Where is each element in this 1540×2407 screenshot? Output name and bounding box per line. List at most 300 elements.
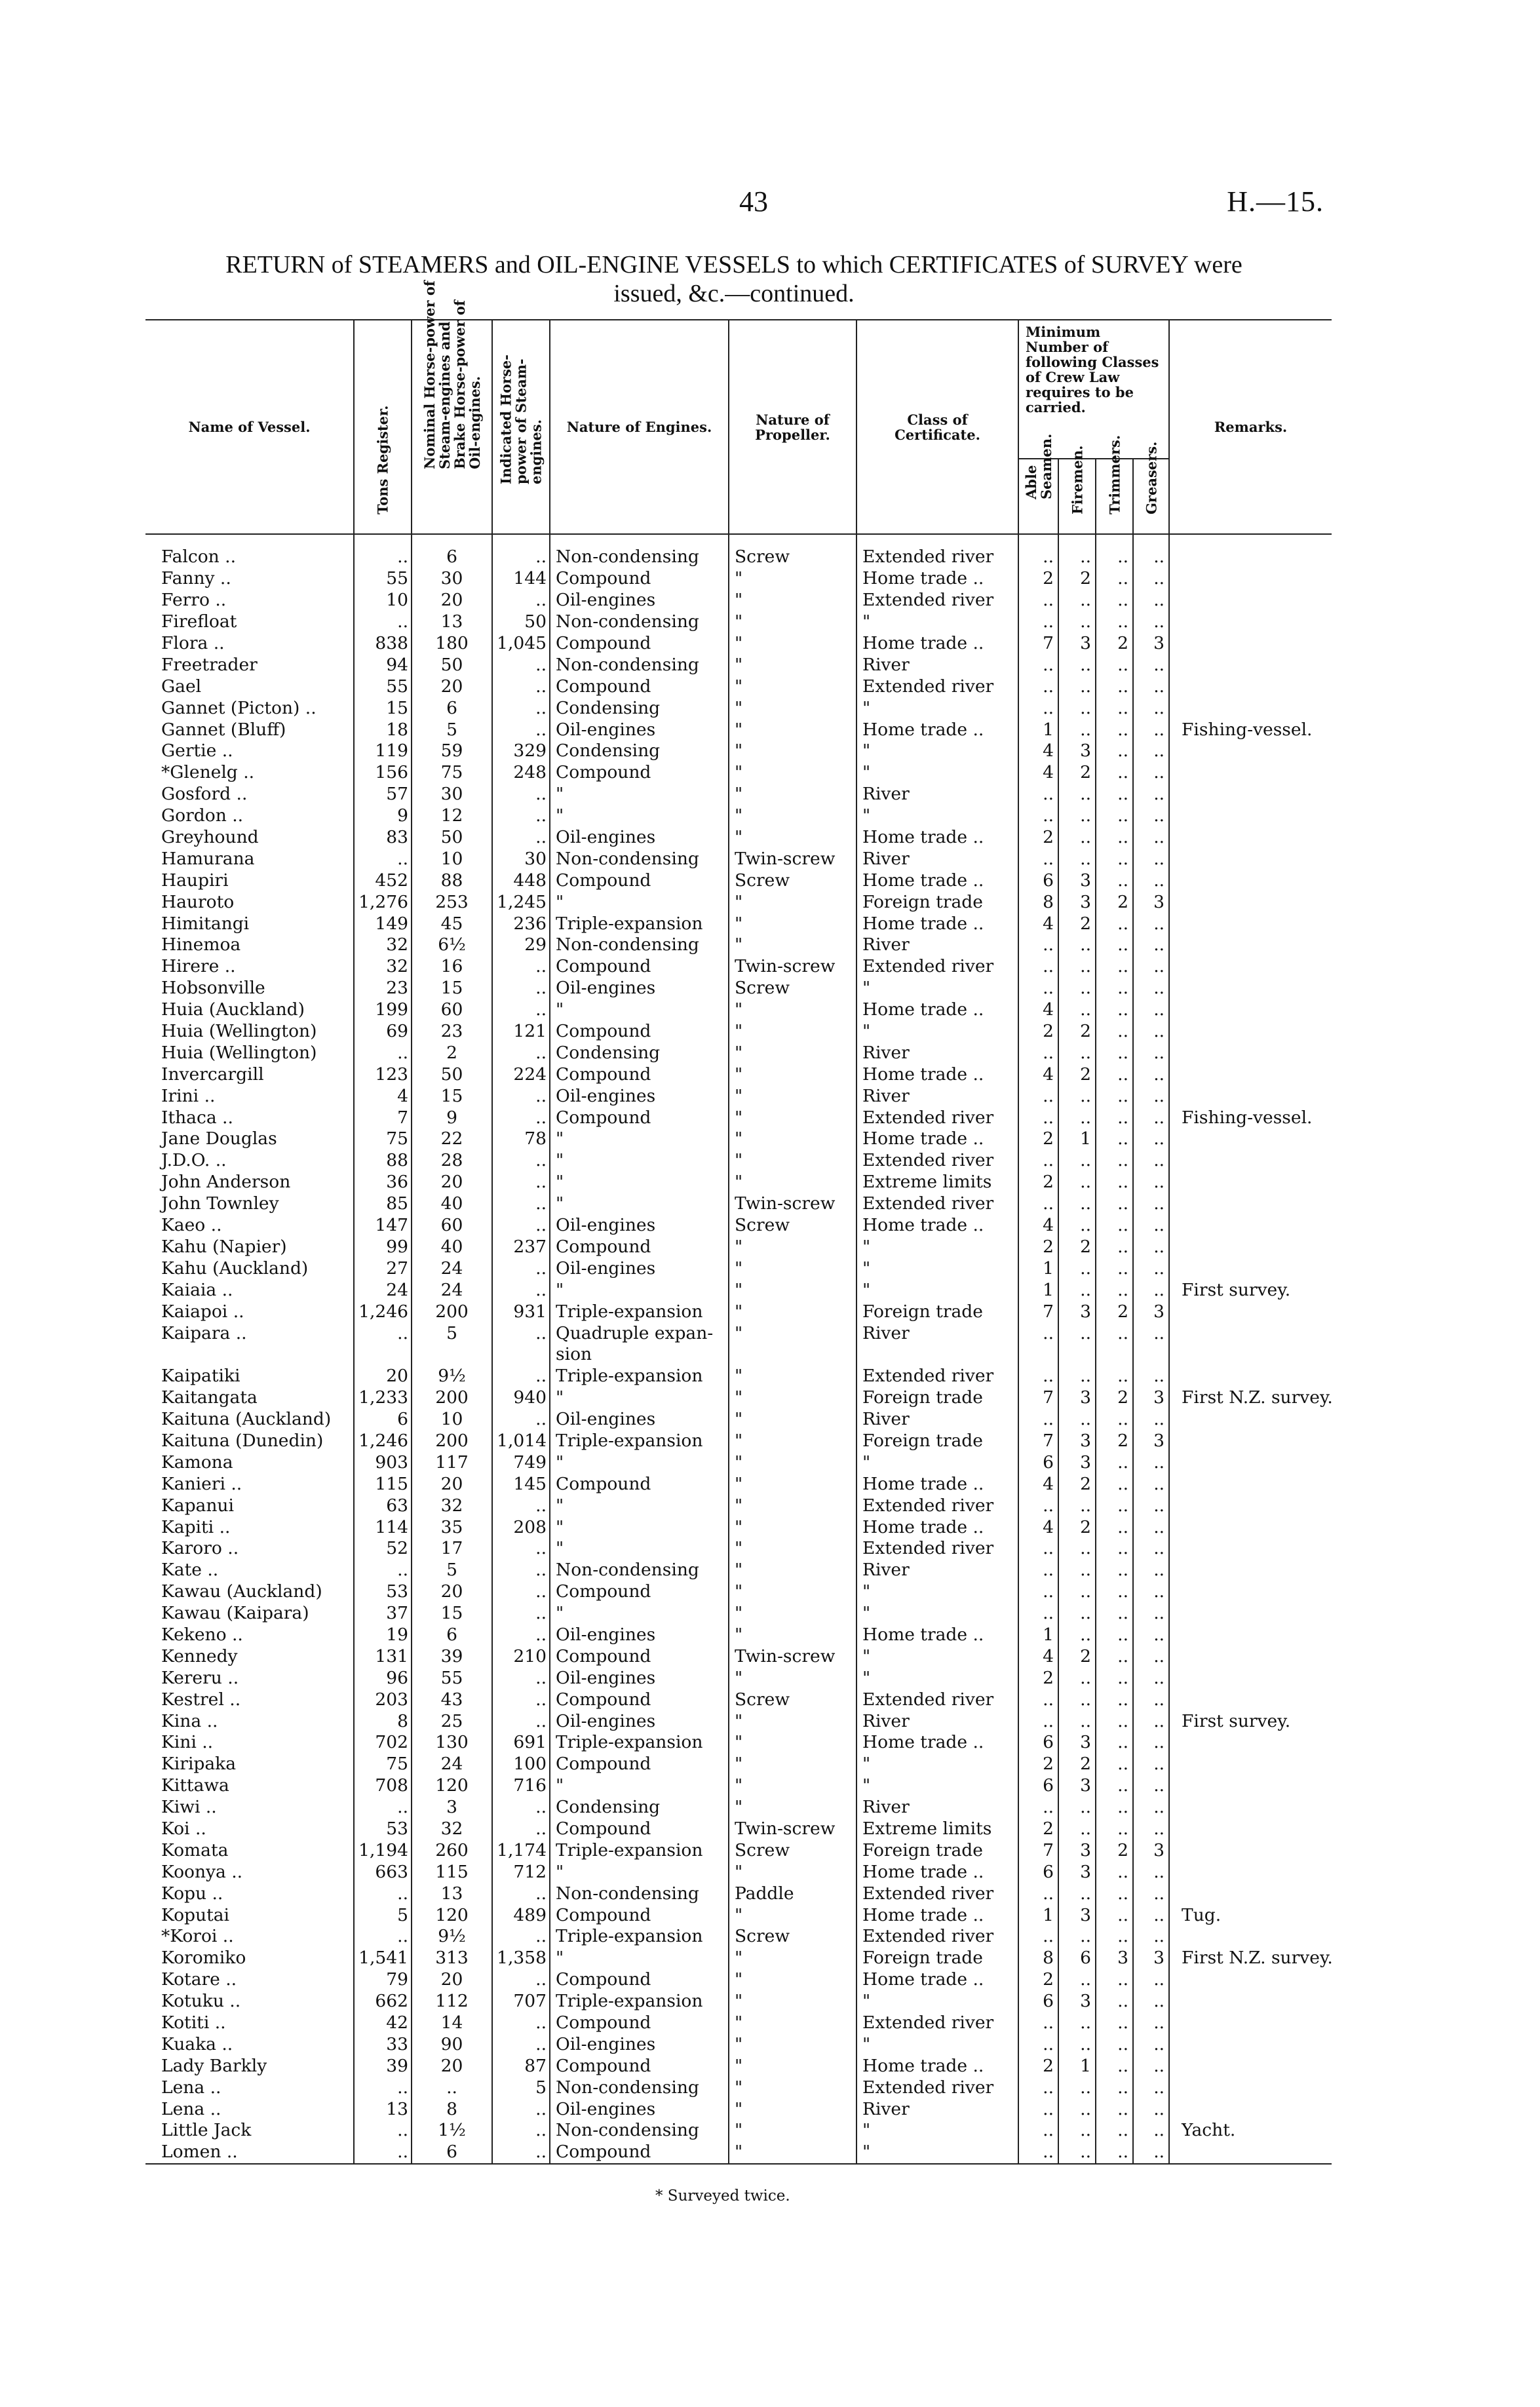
tons-register-cell: 39: [354, 2055, 412, 2077]
engine-type-cell: Triple-expansion: [550, 1301, 729, 1322]
firemen-cell: ..: [1058, 934, 1096, 956]
vessel-name-cell: Gael: [161, 676, 202, 697]
able-seamen-cell: ..: [1018, 1560, 1058, 1581]
able-seamen-cell: 2: [1018, 1819, 1058, 1840]
firemen-cell: 3: [1058, 1732, 1096, 1754]
tons-register-cell: 1,246: [354, 1301, 412, 1322]
nominal-hp-cell: [412, 1344, 492, 1366]
trimmers-cell: ..: [1096, 913, 1133, 934]
indicated-hp-cell: ..: [492, 1560, 550, 1581]
table-row: [145, 1538, 1332, 1560]
table-row: [145, 1754, 1332, 1775]
indicated-hp-cell: ..: [492, 1926, 550, 1948]
table-row: [145, 1128, 1332, 1150]
trimmers-cell: ..: [1096, 827, 1133, 849]
trimmers-cell: ..: [1096, 2033, 1133, 2055]
certificate-class-cell: Extreme limits: [857, 1819, 1018, 1840]
vessel-name-cell: Kaiapoi ..: [161, 1301, 244, 1322]
vessel-name-cell: Koi ..: [161, 1818, 206, 1839]
indicated-hp-cell: ..: [492, 1667, 550, 1689]
engine-type-cell: Oil-engines: [550, 1085, 729, 1107]
vessel-name-cell: Kopu ..: [161, 1883, 223, 1904]
remarks-cell: [1169, 891, 1332, 913]
nominal-hp-cell: 20: [412, 1473, 492, 1495]
engine-type-cell: Oil-engines: [550, 1409, 729, 1431]
engine-type-cell: Compound: [550, 762, 729, 784]
nominal-hp-cell: 50: [412, 654, 492, 676]
engine-type-cell: Triple-expansion: [550, 1366, 729, 1387]
nominal-hp-cell: 60: [412, 1215, 492, 1237]
propeller-type-cell: ": [729, 1387, 857, 1409]
remarks-cell: [1169, 1603, 1332, 1625]
trimmers-cell: ..: [1096, 2142, 1133, 2164]
trimmers-cell: ..: [1096, 1322, 1133, 1344]
tons-register-cell: 1,194: [354, 1839, 412, 1861]
greasers-cell: ..: [1133, 568, 1169, 590]
vessel-name-cell: [145, 1344, 354, 1366]
indicated-hp-cell: ..: [492, 654, 550, 676]
firemen-cell: ..: [1058, 1150, 1096, 1172]
vessel-name-cell: Kaituna (Auckland): [161, 1409, 332, 1430]
propeller-type-cell: Screw: [729, 1215, 857, 1237]
nominal-hp-cell: 23: [412, 1021, 492, 1043]
firemen-cell: 2: [1058, 1064, 1096, 1085]
engine-type-cell: Compound: [550, 1904, 729, 1926]
trimmers-cell: ..: [1096, 1516, 1133, 1538]
trimmers-cell: ..: [1096, 1581, 1133, 1603]
propeller-type-cell: ": [729, 676, 857, 697]
indicated-hp-cell: ..: [492, 1258, 550, 1279]
firemen-cell: 3: [1058, 1839, 1096, 1861]
firemen-cell: ..: [1058, 2142, 1096, 2164]
propeller-type-cell: ": [729, 590, 857, 611]
engine-type-cell: Oil-engines: [550, 1710, 729, 1732]
remarks-cell: [1169, 568, 1332, 590]
nominal-hp-cell: 120: [412, 1775, 492, 1797]
vessel-name-cell: Hinemoa: [161, 934, 241, 955]
table-row: [145, 1344, 1332, 1366]
propeller-type-cell: ": [729, 1085, 857, 1107]
tons-register-cell: 702: [354, 1732, 412, 1754]
remarks-cell: [1169, 1215, 1332, 1237]
able-seamen-cell: ..: [1018, 2142, 1058, 2164]
table-row: [145, 1431, 1332, 1452]
remarks-cell: [1169, 1625, 1332, 1646]
tons-register-cell: 452: [354, 870, 412, 891]
greasers-cell: ..: [1133, 590, 1169, 611]
indicated-hp-cell: ..: [492, 2033, 550, 2055]
firemen-cell: 2: [1058, 1473, 1096, 1495]
indicated-hp-cell: 1,174: [492, 1839, 550, 1861]
engine-type-cell: Compound: [550, 1237, 729, 1258]
trimmers-cell: ..: [1096, 611, 1133, 633]
nominal-hp-cell: 20: [412, 1172, 492, 1193]
firemen-cell: 3: [1058, 633, 1096, 655]
remarks-cell: [1169, 1431, 1332, 1452]
remarks-cell: [1169, 654, 1332, 676]
tons-register-cell: 85: [354, 1193, 412, 1215]
certificate-class-cell: Home trade ..: [857, 999, 1018, 1021]
trimmers-cell: ..: [1096, 1797, 1133, 1819]
trimmers-cell: ..: [1096, 1215, 1133, 1237]
greasers-cell: ..: [1133, 1560, 1169, 1581]
greasers-cell: ..: [1133, 1819, 1169, 1840]
greasers-cell: ..: [1133, 870, 1169, 891]
engine-type-cell: ": [550, 784, 729, 805]
propeller-type-cell: ": [729, 1516, 857, 1538]
able-seamen-cell: ..: [1018, 848, 1058, 870]
remarks-cell: [1169, 1797, 1332, 1819]
remarks-cell: [1169, 1538, 1332, 1560]
certificate-class-cell: ": [857, 1452, 1018, 1473]
nominal-hp-cell: 9: [412, 1107, 492, 1128]
propeller-type-cell: Paddle: [729, 1883, 857, 1904]
vessel-name-cell: *Glenelg ..: [161, 762, 255, 783]
propeller-type-cell: ": [729, 934, 857, 956]
engine-type-cell: Compound: [550, 1581, 729, 1603]
tons-register-cell: 1,276: [354, 891, 412, 913]
firemen-cell: ..: [1058, 1366, 1096, 1387]
remarks-cell: [1169, 1839, 1332, 1861]
engine-type-cell: Non-condensing: [550, 1560, 729, 1581]
certificate-class-cell: Extended river: [857, 1926, 1018, 1948]
nominal-hp-cell: 25: [412, 1710, 492, 1732]
table-row: [145, 654, 1332, 676]
table-row: [145, 1819, 1332, 1840]
greasers-cell: ..: [1133, 1689, 1169, 1710]
table-row: [145, 848, 1332, 870]
able-seamen-cell: ..: [1018, 784, 1058, 805]
title-line-2: issued, &c.—continued.: [613, 280, 855, 307]
remarks-cell: [1169, 913, 1332, 934]
firemen-cell: 3: [1058, 1301, 1096, 1322]
tons-register-cell: 203: [354, 1689, 412, 1710]
certificate-class-cell: Foreign trade: [857, 891, 1018, 913]
certificate-class-cell: ": [857, 1991, 1018, 2012]
trimmers-cell: ..: [1096, 1819, 1133, 1840]
table-row: [145, 1775, 1332, 1797]
indicated-hp-cell: 145: [492, 1473, 550, 1495]
tons-register-cell: 19: [354, 1625, 412, 1646]
remarks-cell: [1169, 2055, 1332, 2077]
greasers-cell: ..: [1133, 1193, 1169, 1215]
nominal-hp-cell: 313: [412, 1948, 492, 1969]
indicated-hp-cell: 236: [492, 913, 550, 934]
nominal-hp-cell: 253: [412, 891, 492, 913]
greasers-cell: ..: [1133, 1279, 1169, 1301]
able-seamen-cell: 6: [1018, 1775, 1058, 1797]
greasers-cell: ..: [1133, 1754, 1169, 1775]
engine-type-cell: Non-condensing: [550, 848, 729, 870]
engine-type-cell: Quadruple expan-: [550, 1322, 729, 1344]
remarks-cell: [1169, 1819, 1332, 1840]
nominal-hp-cell: 117: [412, 1452, 492, 1473]
indicated-hp-cell: ..: [492, 1625, 550, 1646]
able-seamen-cell: ..: [1018, 1538, 1058, 1560]
table-row: [145, 805, 1332, 827]
propeller-type-cell: ": [729, 1107, 857, 1128]
greasers-cell: ..: [1133, 978, 1169, 999]
tons-register-cell: 27: [354, 1258, 412, 1279]
engine-type-cell: ": [550, 1279, 729, 1301]
engine-type-cell: Non-condensing: [550, 2077, 729, 2098]
nominal-hp-cell: 35: [412, 1516, 492, 1538]
propeller-type-cell: ": [729, 1904, 857, 1926]
trimmers-cell: 2: [1096, 1387, 1133, 1409]
table-row: [145, 719, 1332, 741]
tons-register-cell: 1,541: [354, 1948, 412, 1969]
trimmers-cell: ..: [1096, 1107, 1133, 1128]
propeller-type-cell: ": [729, 2077, 857, 2098]
engine-type-cell: sion: [550, 1344, 729, 1366]
greasers-cell: ..: [1133, 741, 1169, 762]
remarks-cell: [1169, 1085, 1332, 1107]
able-seamen-cell: 6: [1018, 870, 1058, 891]
trimmers-cell: ..: [1096, 1538, 1133, 1560]
remarks-cell: [1169, 2077, 1332, 2098]
certificate-class-cell: Extended river: [857, 2012, 1018, 2034]
engine-type-cell: Oil-engines: [550, 1667, 729, 1689]
nominal-hp-cell: 5: [412, 1560, 492, 1581]
tons-register-cell: 147: [354, 1215, 412, 1237]
indicated-hp-cell: ..: [492, 1797, 550, 1819]
able-seamen-cell: ..: [1018, 1107, 1058, 1128]
greasers-cell: ..: [1133, 1581, 1169, 1603]
vessel-name-cell: Kereru ..: [161, 1667, 239, 1688]
indicated-hp-cell: 5: [492, 2077, 550, 2098]
greasers-cell: ..: [1133, 1064, 1169, 1085]
engine-type-cell: ": [550, 1172, 729, 1193]
propeller-type-cell: ": [729, 1732, 857, 1754]
tons-register-cell: 55: [354, 676, 412, 697]
firemen-cell: ..: [1058, 1969, 1096, 1991]
greasers-cell: ..: [1133, 719, 1169, 741]
tons-register-cell: 42: [354, 2012, 412, 2034]
firemen-cell: 3: [1058, 1861, 1096, 1883]
propeller-type-cell: ": [729, 1538, 857, 1560]
nominal-hp-cell: 14: [412, 2012, 492, 2034]
vessel-name-cell: John Townley: [161, 1193, 279, 1214]
indicated-hp-cell: ..: [492, 1107, 550, 1128]
engine-type-cell: Oil-engines: [550, 978, 729, 999]
table-row: [145, 956, 1332, 978]
greasers-cell: ..: [1133, 676, 1169, 697]
indicated-hp-cell: 30: [492, 848, 550, 870]
able-seamen-cell: 1: [1018, 1258, 1058, 1279]
indicated-hp-cell: ..: [492, 805, 550, 827]
firemen-cell: 3: [1058, 1387, 1096, 1409]
remarks-cell: [1169, 1366, 1332, 1387]
propeller-type-cell: Screw: [729, 978, 857, 999]
firemen-cell: ..: [1058, 1495, 1096, 1516]
vessel-name-cell: Kapanui: [161, 1495, 234, 1516]
engine-type-cell: Compound: [550, 1819, 729, 1840]
vessel-name-cell: Hauroto: [161, 891, 235, 912]
table-row: [145, 1516, 1332, 1538]
certificate-class-cell: Extended river: [857, 1495, 1018, 1516]
trimmers-cell: ..: [1096, 719, 1133, 741]
indicated-hp-cell: ..: [492, 719, 550, 741]
remarks-cell: [1169, 1258, 1332, 1279]
certificate-class-cell: Home trade ..: [857, 719, 1018, 741]
remarks-cell: [1169, 956, 1332, 978]
table-row: [145, 1215, 1332, 1237]
engine-type-cell: Compound: [550, 1107, 729, 1128]
remarks-cell: First survey.: [1169, 1279, 1332, 1301]
vessel-name-cell: Huia (Wellington): [161, 1042, 317, 1063]
trimmers-cell: ..: [1096, 1883, 1133, 1904]
engine-type-cell: Compound: [550, 676, 729, 697]
trimmers-cell: ..: [1096, 1861, 1133, 1883]
indicated-hp-cell: ..: [492, 1322, 550, 1344]
col-tons-header: Tons Register.: [354, 320, 412, 534]
able-seamen-cell: 7: [1018, 1431, 1058, 1452]
remarks-cell: Tug.: [1169, 1904, 1332, 1926]
remarks-cell: First N.Z. survey.: [1169, 1948, 1332, 1969]
greasers-cell: ..: [1133, 762, 1169, 784]
firemen-cell: [1058, 1344, 1096, 1366]
table-row: [145, 870, 1332, 891]
indicated-hp-cell: 248: [492, 762, 550, 784]
able-seamen-cell: 4: [1018, 1064, 1058, 1085]
certificate-class-cell: Home trade ..: [857, 1625, 1018, 1646]
propeller-type-cell: [729, 1344, 857, 1366]
trimmers-cell: ..: [1096, 2012, 1133, 2034]
certificate-class-cell: ": [857, 1258, 1018, 1279]
nominal-hp-cell: 30: [412, 784, 492, 805]
remarks-cell: Yacht.: [1169, 2120, 1332, 2142]
engine-type-cell: Condensing: [550, 1797, 729, 1819]
remarks-cell: [1169, 1064, 1332, 1085]
able-seamen-cell: 2: [1018, 2055, 1058, 2077]
trimmers-cell: ..: [1096, 1775, 1133, 1797]
greasers-cell: ..: [1133, 2033, 1169, 2055]
trimmers-cell: 2: [1096, 1839, 1133, 1861]
nominal-hp-cell: 24: [412, 1258, 492, 1279]
firemen-cell: 1: [1058, 2055, 1096, 2077]
tons-register-cell: 1,246: [354, 1431, 412, 1452]
table-row: [145, 1495, 1332, 1516]
propeller-type-cell: Screw: [729, 1926, 857, 1948]
able-seamen-cell: 8: [1018, 1948, 1058, 1969]
certificate-class-cell: ": [857, 1279, 1018, 1301]
certificate-class-cell: Extended river: [857, 1883, 1018, 1904]
able-seamen-cell: 2: [1018, 568, 1058, 590]
greasers-cell: 3: [1133, 891, 1169, 913]
certificate-class-cell: Extended river: [857, 1366, 1018, 1387]
remarks-cell: [1169, 1021, 1332, 1043]
engine-type-cell: ": [550, 1387, 729, 1409]
vessel-name-cell: Kini ..: [161, 1732, 214, 1753]
engine-type-cell: Triple-expansion: [550, 913, 729, 934]
trimmers-cell: ..: [1096, 762, 1133, 784]
able-seamen-cell: ..: [1018, 1710, 1058, 1732]
engine-type-cell: ": [550, 1452, 729, 1473]
vessel-name-cell: Gosford ..: [161, 784, 248, 805]
vessel-name-cell: Koonya ..: [161, 1861, 243, 1882]
tons-register-cell: 83: [354, 827, 412, 849]
remarks-cell: [1169, 805, 1332, 827]
remarks-cell: Fishing-vessel.: [1169, 719, 1332, 741]
able-seamen-cell: ..: [1018, 676, 1058, 697]
nominal-hp-cell: 1½: [412, 2120, 492, 2142]
firemen-cell: ..: [1058, 784, 1096, 805]
remarks-cell: [1169, 1581, 1332, 1603]
remarks-cell: [1169, 1452, 1332, 1473]
indicated-hp-cell: ..: [492, 827, 550, 849]
firemen-cell: ..: [1058, 848, 1096, 870]
able-seamen-cell: ..: [1018, 654, 1058, 676]
vessel-name-cell: Komata: [161, 1839, 229, 1860]
certificate-class-cell: Home trade ..: [857, 1128, 1018, 1150]
able-seamen-cell: ..: [1018, 1603, 1058, 1625]
indicated-hp-cell: ..: [492, 1042, 550, 1064]
engine-type-cell: ": [550, 1516, 729, 1538]
propeller-type-cell: Twin-screw: [729, 1819, 857, 1840]
able-seamen-cell: 4: [1018, 1646, 1058, 1667]
certificate-class-cell: Extreme limits: [857, 1172, 1018, 1193]
indicated-hp-cell: ..: [492, 1969, 550, 1991]
engine-type-cell: Compound: [550, 870, 729, 891]
table-row: [145, 1861, 1332, 1883]
nominal-hp-cell: 32: [412, 1495, 492, 1516]
tons-register-cell: ..: [354, 1883, 412, 1904]
vessel-name-cell: Kiripaka: [161, 1754, 237, 1775]
certificate-class-cell: River: [857, 1322, 1018, 1344]
col-certificate-header: Class of Certificate.: [857, 320, 1018, 534]
able-seamen-cell: ..: [1018, 1366, 1058, 1387]
propeller-type-cell: ": [729, 1431, 857, 1452]
able-seamen-cell: 2: [1018, 1237, 1058, 1258]
able-seamen-cell: 2: [1018, 1667, 1058, 1689]
tons-register-cell: 4: [354, 1085, 412, 1107]
propeller-type-cell: ": [729, 1861, 857, 1883]
certificate-class-cell: Home trade ..: [857, 1969, 1018, 1991]
nominal-hp-cell: 112: [412, 1991, 492, 2012]
firemen-cell: ..: [1058, 827, 1096, 849]
crew-group-header: Minimum Number of following Classes of Crew Law requires to be carried.: [1018, 320, 1169, 459]
remarks-cell: [1169, 2012, 1332, 2034]
vessel-name-cell: Ithaca ..: [161, 1107, 233, 1128]
table-row: [145, 827, 1332, 849]
indicated-hp-cell: ..: [492, 1710, 550, 1732]
nominal-hp-cell: 200: [412, 1301, 492, 1322]
engine-type-cell: Oil-engines: [550, 590, 729, 611]
vessel-name-cell: Jane Douglas: [161, 1128, 277, 1149]
greasers-cell: ..: [1133, 1667, 1169, 1689]
propeller-type-cell: Twin-screw: [729, 1646, 857, 1667]
indicated-hp-cell: ..: [492, 999, 550, 1021]
vessel-name-cell: Gordon ..: [161, 805, 244, 826]
trimmers-cell: ..: [1096, 2077, 1133, 2098]
page-number: 43: [739, 185, 768, 218]
engine-type-cell: Non-condensing: [550, 547, 729, 568]
propeller-type-cell: ": [729, 1279, 857, 1301]
remarks-cell: [1169, 1495, 1332, 1516]
indicated-hp-cell: 448: [492, 870, 550, 891]
indicated-hp-cell: 1,358: [492, 1948, 550, 1969]
certificate-class-cell: ": [857, 1581, 1018, 1603]
nominal-hp-cell: 20: [412, 1969, 492, 1991]
tons-register-cell: 114: [354, 1516, 412, 1538]
vessel-name-cell: Kanieri ..: [161, 1473, 242, 1494]
propeller-type-cell: Twin-screw: [729, 956, 857, 978]
vessel-name-cell: Greyhound: [161, 827, 259, 848]
table-row: [145, 547, 1332, 568]
able-seamen-cell: 4: [1018, 741, 1058, 762]
nominal-hp-cell: 9½: [412, 1366, 492, 1387]
able-seamen-cell: ..: [1018, 978, 1058, 999]
